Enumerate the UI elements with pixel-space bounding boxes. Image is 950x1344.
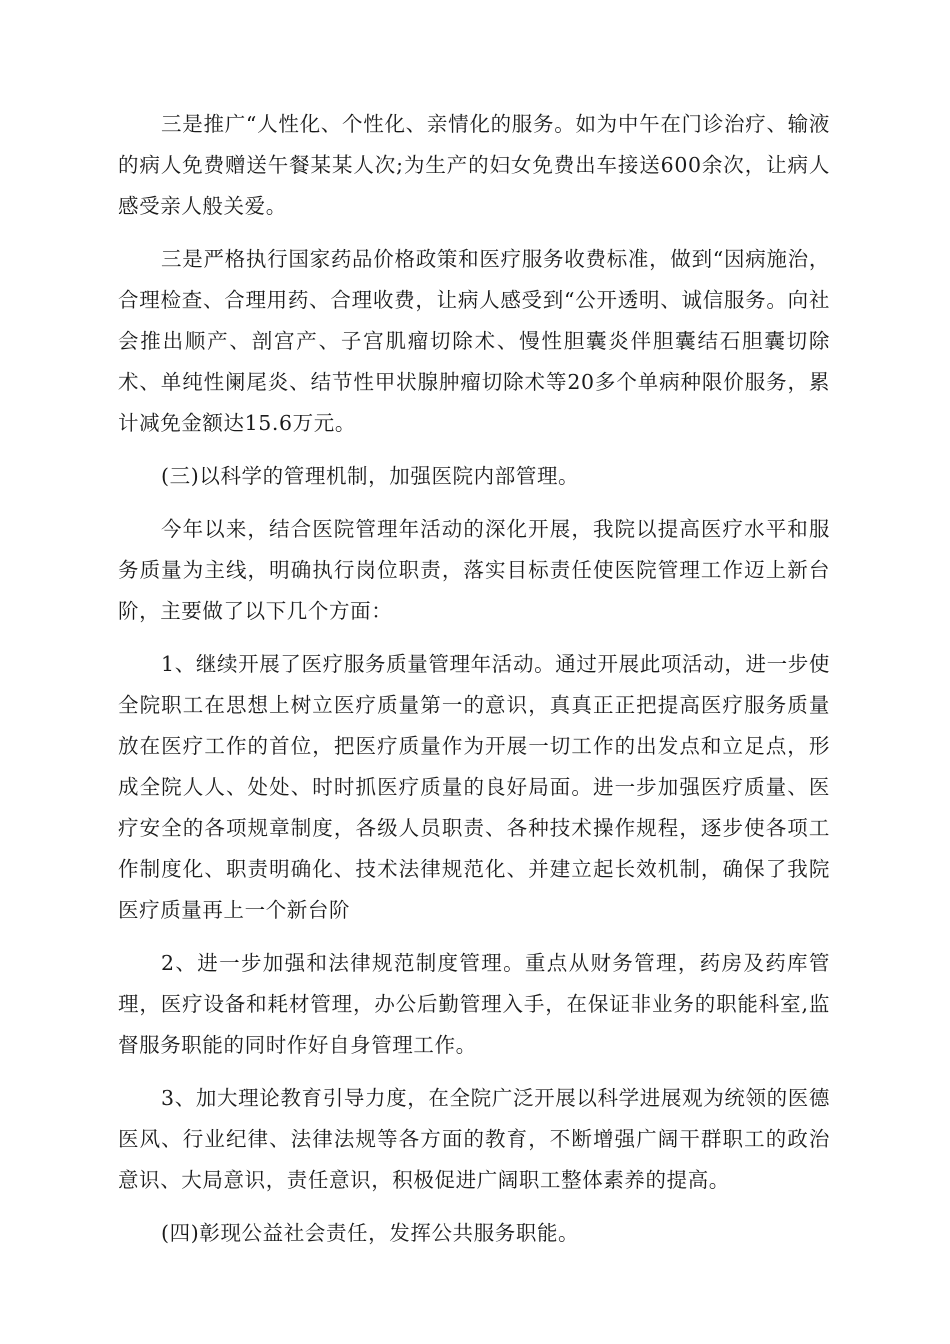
section-heading-public-service: (四)彰现公益社会责任，发挥公共服务职能。 — [161, 1221, 580, 1245]
paragraph-management-intro: 今年以来，结合医院管理年活动的深化开展，我院以提高医疗水平和服务质量为主线，明确执行岗位职责，落实目标责任使医院管理工作迈上新台阶，主要做了以下几个方面： — [118, 517, 830, 623]
section-heading-management: (三)以科学的管理机制，加强医院内部管理。 — [161, 464, 580, 488]
paragraph-item-3-education: 3、加大理论教育引导力度，在全院广泛开展以科学进展观为统领的医德医风、行业纪律、法律法规等各方面的教育，不断增强广阔干群职工的政治意识、大局意识，责任意识，积极促进广阔职工整体素养的提高。 — [118, 1086, 830, 1192]
paragraph-pricing-policy: 三是严格执行国家药品价格政策和医疗服务收费标准，做到“因病施治，合理检查、合理用药、合理收费，让病人感受到“公开透明、诚信服务。向社会推出顺产、剖宫产、子宫肌瘤切除术、慢性胆囊炎伴胆囊结石胆囊切除术、单纯性阑尾炎、结节性甲状腺肿瘤切除术等20多个单病种限价服务，累计减免金额达15.6万元。 — [118, 247, 830, 435]
paragraph-item-2-regulation: 2、进一步加强和法律规范制度管理。重点从财务管理，药房及药库管理，医疗设备和耗材管理，办公后勤管理入手，在保证非业务的职能科室,监督服务职能的同时作好自身管理工作。 — [118, 951, 830, 1057]
document-body — [118, 104, 830, 1266]
paragraph-item-1-quality: 1、继续开展了医疗服务质量管理年活动。通过开展此项活动，进一步使全院职工在思想上树立医疗质量第一的意识，真真正正把提高医疗服务质量放在医疗工作的首位，把医疗质量作为开展一切工作的出发点和立足点，形成全院人人、处处、时时抓医疗质量的良好局面。进一步加强医疗质量、医疗安全的各项规章制度，各级人员职责、各种技术操作规程，逐步使各项工作制度化、职责明确化、技术法律规范化、并建立起长效机制，确保了我院医疗质量再上一个新台阶 — [118, 652, 830, 922]
paragraph-humanized-service: 三是推广“人性化、个性化、亲情化的服务。如为中午在门诊治疗、输液的病人免费赠送午餐某某人次;为生产的妇女免费出车接送600余次，让病人感受亲人般关爱。 — [118, 112, 830, 218]
